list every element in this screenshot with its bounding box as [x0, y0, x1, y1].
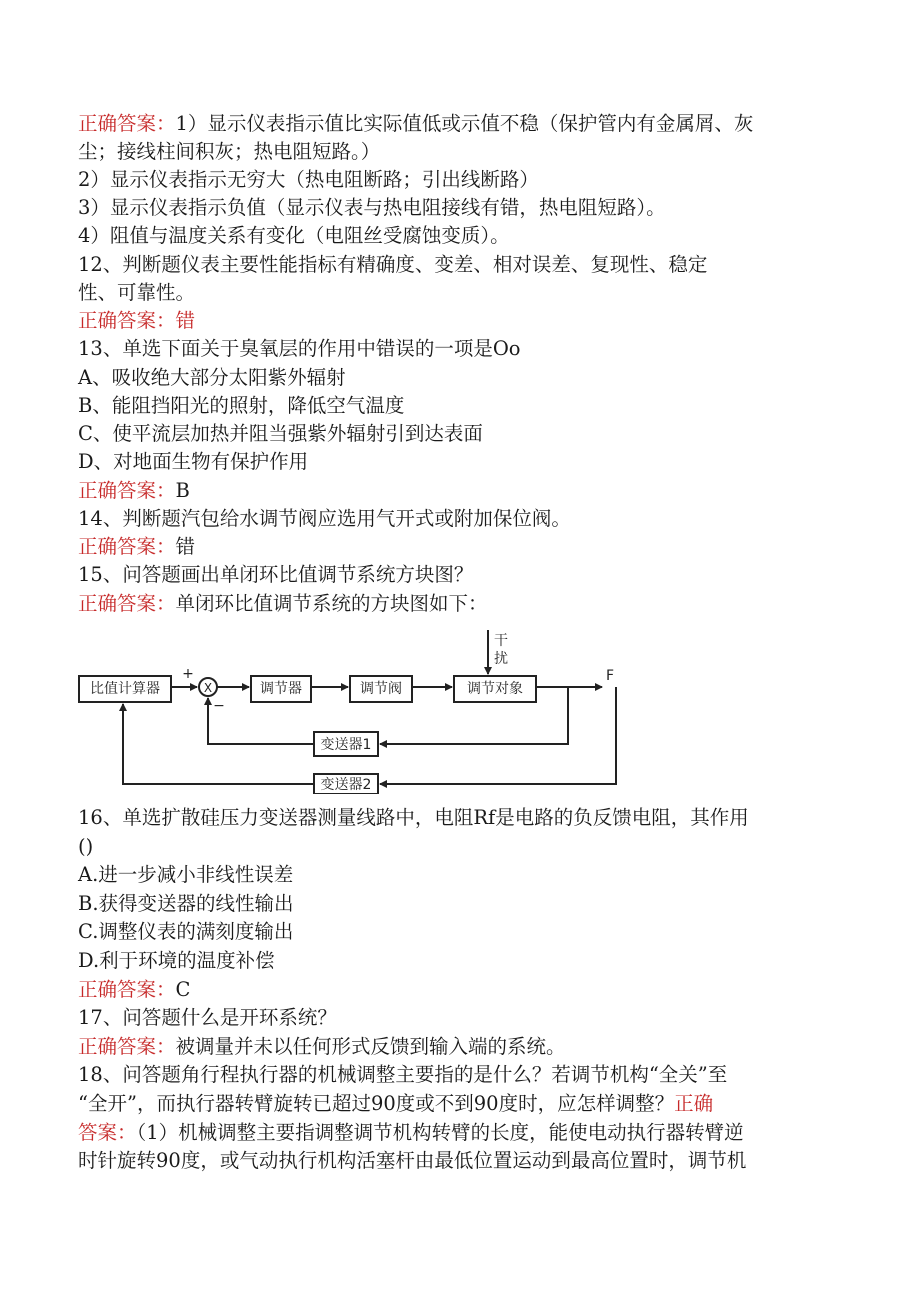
output-label: F: [606, 668, 615, 684]
comparator-label: X: [203, 681, 213, 695]
text-line: 时针旋转90度，或气动执行机构活塞杆由最低位置运动到最高位置时，调节机: [78, 1149, 747, 1172]
answer-text: 错: [175, 535, 196, 558]
answer-label: 正确答案：: [78, 479, 176, 502]
option-d: D、对地面生物有保护作用: [78, 450, 309, 473]
option-b: B.获得变送器的线性输出: [78, 892, 294, 915]
answer-label: 正确答案：: [78, 978, 176, 1001]
option-c: C.调整仪表的满刻度输出: [78, 920, 294, 943]
answer-label: 正确答案：: [78, 1035, 176, 1058]
option-a: A.进一步减小非线性误差: [78, 863, 294, 886]
answer-label-part1: 正确: [674, 1092, 714, 1115]
ratio-calc-label: 比值计算器: [90, 681, 160, 697]
answer-text: （1）机械调整主要指调整调节机构转臂的长度，能使电动执行器转臂逆: [136, 1121, 744, 1144]
question-15: 15、问答题画出单闭环比值调节系统方块图？: [78, 563, 474, 586]
question-12: 12、判断题仪表主要性能指标有精确度、变差、相对误差、复现性、稳定: [78, 253, 708, 276]
text-line: 2）显示仪表指示无穷大（热电阻断路；引出线断路）: [78, 168, 539, 191]
text-line: 4）阻值与温度关系有变化（电阻丝受腐蚀变质）。: [78, 224, 510, 247]
answer-line: [78, 307, 195, 335]
answer-text: C: [175, 978, 191, 1001]
transmitter1-label: 变送器1: [320, 737, 372, 753]
answer-line: [78, 976, 190, 1004]
text-line: 尘；接线柱间积灰；热电阻短路。）: [78, 140, 381, 163]
block-diagram: [76, 628, 622, 794]
answer-text: 1）显示仪表指示值比实际值低或示值不稳（保护管内有金属屑、灰: [175, 112, 754, 135]
text-line: (): [78, 835, 94, 858]
disturbance-label-1: 干: [494, 633, 508, 649]
question-18-cont: “全开”，而执行器转臂旋转已超过90度或不到90度时，应怎样调整？: [78, 1092, 675, 1115]
answer-text: 错: [175, 309, 196, 332]
answer-text: 单闭环比值调节系统的方块图如下：: [175, 592, 488, 615]
answer-text: 被调量并未以任何形式反馈到输入端的系统。: [175, 1035, 566, 1058]
option-c: C、使平流层加热并阻当强紫外辐射引到达表面: [78, 422, 483, 445]
answer-label: 正确答案：: [78, 592, 176, 615]
valve-label: 调节阀: [360, 681, 402, 697]
question-18: 18、问答题角行程执行器的机械调整主要指的是什么？若调节机构“全关”至: [78, 1063, 728, 1086]
option-b: B、能阻挡阳光的照射，降低空气温度: [78, 394, 405, 417]
plus-sign: +: [182, 666, 194, 682]
answer-line: [78, 1119, 744, 1147]
answer-label: 正确答案：: [78, 535, 176, 558]
controller-label: 调节器: [260, 681, 302, 697]
answer-text: B: [175, 479, 190, 502]
answer-line: [78, 1033, 566, 1061]
minus-sign: −: [213, 698, 225, 714]
text-line: 性、可靠性。: [78, 281, 196, 304]
answer-line: [78, 533, 195, 561]
text-line: [78, 1090, 713, 1118]
question-13: 13、单选下面关于臭氧层的作用中错误的一项是Oo: [78, 337, 521, 360]
answer-label-part2: 答案：: [78, 1121, 137, 1144]
answer-label: 正确答案：: [78, 309, 176, 332]
disturbance-label-2: 扰: [494, 651, 508, 667]
text-line: 3）显示仪表指示负值（显示仪表与热电阻接线有错，热电阻短路）。: [78, 196, 666, 219]
answer-line: [78, 477, 190, 505]
answer-line: [78, 590, 488, 618]
question-17: 17、问答题什么是开环系统？: [78, 1006, 337, 1029]
question-14: 14、判断题汽包给水调节阀应选用气开式或附加保位阀。: [78, 507, 571, 530]
plant-label: 调节对象: [467, 681, 523, 697]
question-16: 16、单选扩散硅压力变送器测量线路中，电阻Rf是电路的负反馈电阻，其作用: [78, 806, 749, 829]
transmitter2-label: 变送器2: [320, 777, 372, 793]
answer-label: 正确答案：: [78, 112, 176, 135]
option-d: D.利于环境的温度补偿: [78, 949, 275, 972]
answer-line: [78, 110, 753, 138]
option-a: A、吸收绝大部分太阳紫外辐射: [78, 366, 346, 389]
